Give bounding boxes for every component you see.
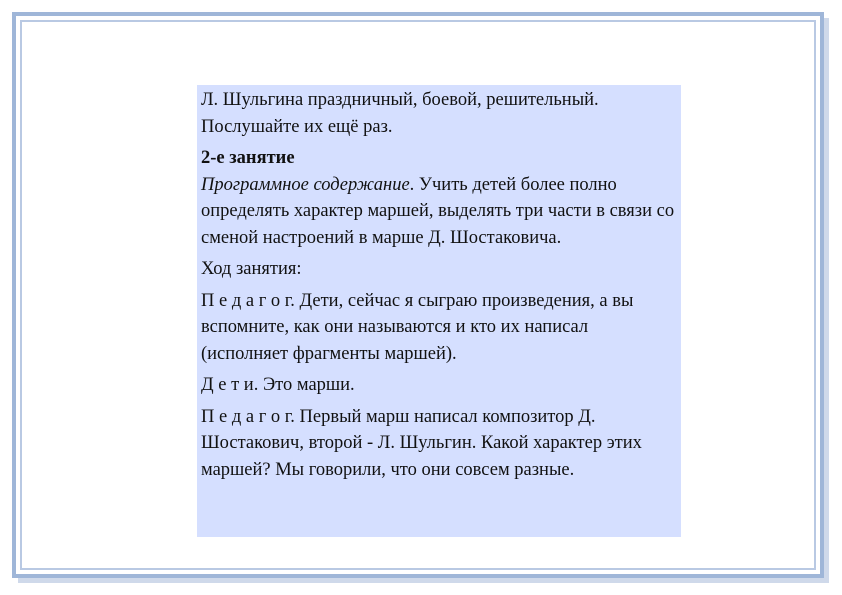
paragraph-teacher-2: П е д а г о г. Первый марш написал композитор Д. Шостакович, второй - Л. Шульгин. Какой характер этих маршей? Мы говорили, что они совсем разные. xyxy=(201,406,642,480)
text-box[interactable] xyxy=(197,85,681,537)
frame-shadow-bottom xyxy=(18,578,829,583)
program-content-text: . Учить детей более полно определять характер маршей, выделять три части в связи со сменой настроений в марше Д. Шостаковича. xyxy=(201,174,675,248)
frame-shadow-right xyxy=(824,18,829,582)
lesson-heading: 2-е занятие xyxy=(201,148,295,168)
paragraph-children: Д е т и. Это марши. xyxy=(201,375,355,395)
paragraph-lesson-two xyxy=(201,145,677,251)
paragraph-lesson-course: Ход занятия: xyxy=(201,259,302,279)
paragraph-intro: Л. Шульгина праздничный, боевой, решительный. Послушайте их ещё раз. xyxy=(201,90,599,137)
paragraph-teacher-1: П е д а г о г. Дети, сейчас я сыграю произведения, а вы вспомните, как они называются и кто их написал (исполняет фрагменты маршей). xyxy=(201,290,634,364)
program-content-label: Программное содержание xyxy=(201,174,410,195)
